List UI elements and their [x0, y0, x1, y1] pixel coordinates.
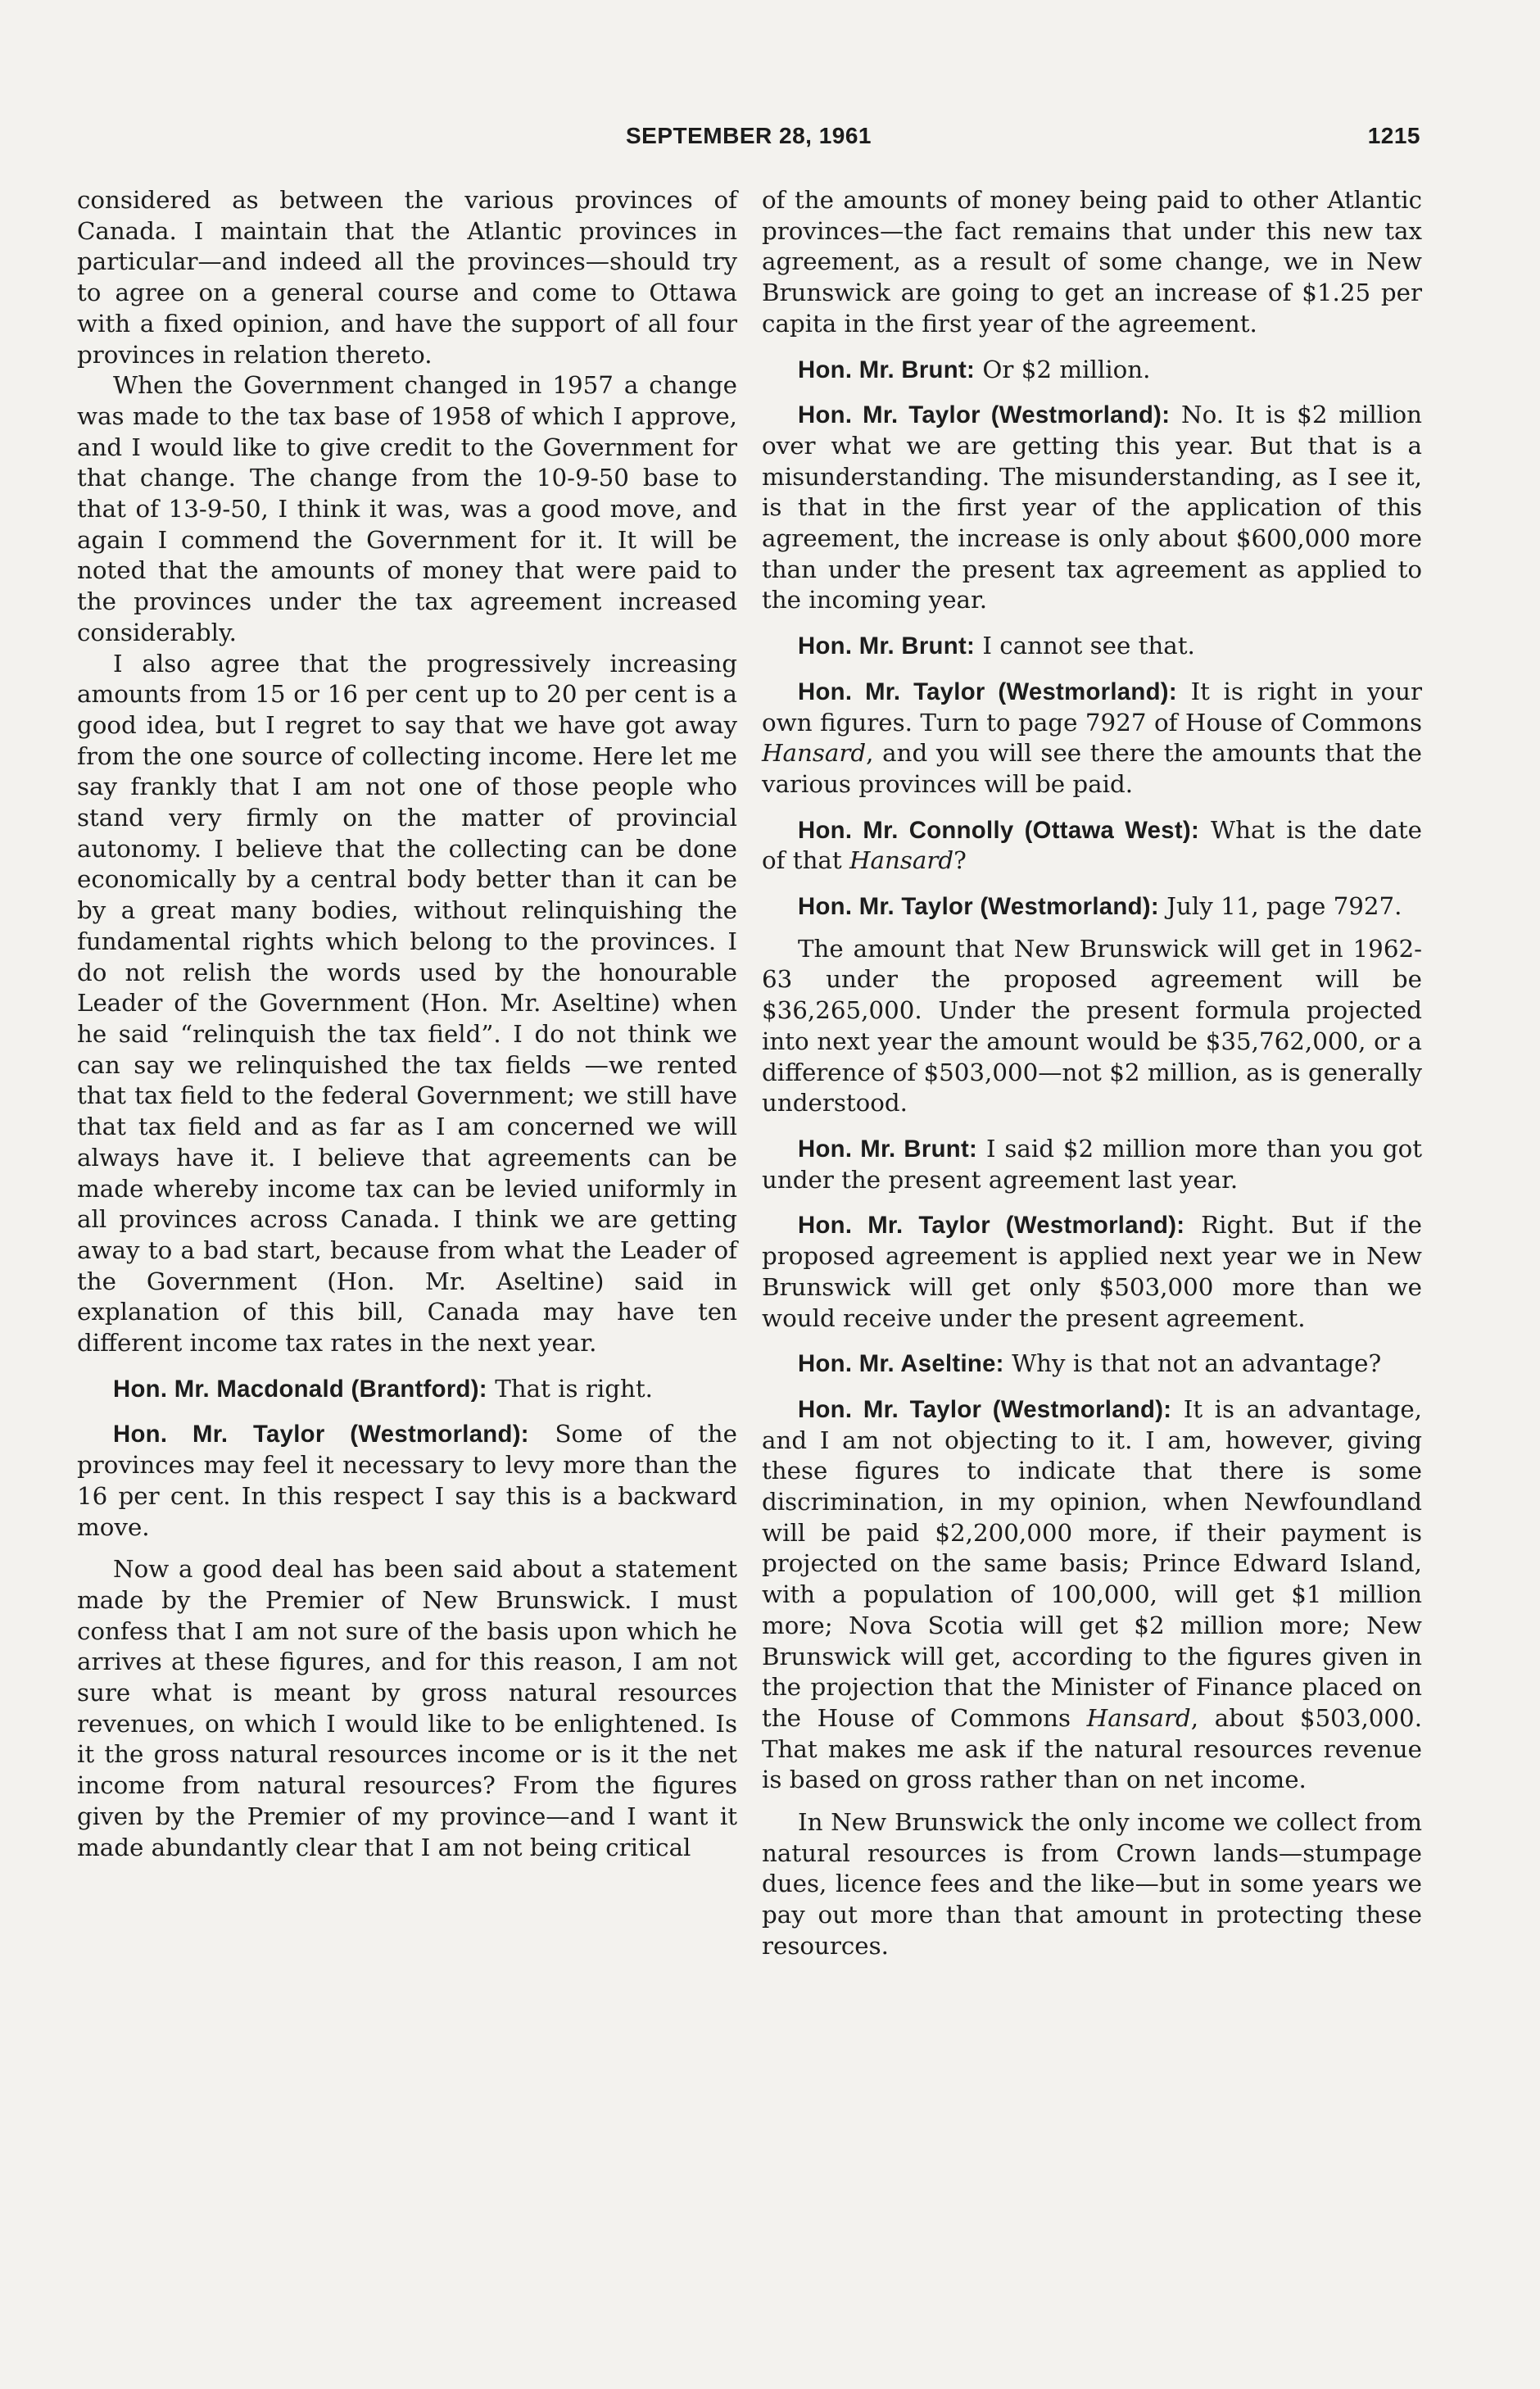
speech: [77, 1374, 737, 1405]
speaker-name: Hon. Mr. Taylor (Westmorland):: [798, 678, 1177, 705]
paragraph-text: The amount that New Brunswick will get in 1962-63 under the proposed agreement will be $36,265,000. Under the present formula projected into next year the amount would be $35,762,000, or a difference of $503,000—not $2 million, as is generally understood.: [762, 934, 1422, 1117]
speech-text: Or $2 million.: [982, 355, 1151, 383]
speech: [762, 815, 1422, 877]
running-head: [77, 123, 1420, 159]
speech: [762, 400, 1422, 616]
speech-text: July 11, page 7927.: [1166, 892, 1402, 921]
speech: [762, 1349, 1422, 1380]
paragraph: [762, 934, 1422, 1119]
paragraph-text: Now a good deal has been said about a statement made by the Premier of New Brunswick. I must confess that I am not sure of the basis upon which he arrives at these figures, and for this reason, I am not sure what is meant by gross natural resources revenues, on which I would like to be enlightened. Is it the gross natural resources income or is it the net income from natural resources? From the figures given by the Premier of my province—and I want it made abundantly clear that I am not being critical: [77, 1555, 737, 1861]
speech: [762, 1394, 1422, 1796]
speech-text: That is right.: [495, 1374, 653, 1403]
paragraph-text: When the Government changed in 1957 a change was made to the tax base of 1958 of which I approve, and I would like to give credit to the Government for that change. The change from the 10-9-50 base to that of 13-9-50, I think it was, was a good move, and again I commend the Government for it. It will be noted that the amounts of money that were paid to the provinces under the tax agreement increased considerably.: [77, 371, 737, 646]
paragraph: [77, 370, 737, 648]
paragraph: [77, 649, 737, 1359]
speech: [762, 677, 1422, 800]
speaker-name: Hon. Mr. Brunt:: [798, 632, 976, 660]
speech: [77, 1419, 737, 1543]
speech: [762, 1134, 1422, 1195]
speaker-name: Hon. Mr. Taylor (Westmorland):: [798, 401, 1171, 429]
speech-text: It is right in your own figures. Turn to page 7927 of House of Commons Hansard, and you will see there the amounts that the various provinces will be paid.: [762, 677, 1422, 798]
left-column: [77, 185, 737, 1863]
speech-text: Right. But if the proposed agreement is applied next year we in New Brunswick will get only $503,000 more than we would receive under the present agreement.: [762, 1211, 1422, 1332]
paragraph-continuation: [762, 185, 1422, 340]
speech-text: I cannot see that.: [982, 632, 1195, 660]
paragraph-text: considered as between the various provinces of Canada. I maintain that the Atlantic provinces in particular—and indeed all the provinces—should try to agree on a general course and come to Ottawa with a fixed opinion, and have the support of all four provinces in relation thereto.: [77, 186, 737, 369]
speech-text: No. It is $2 million over what we are getting this year. But that is a misunderstanding. The misunderstanding, as I see it, is that in the first year of the application of this agreement, the increase is only about $600,000 more than under the present tax agreement as applied to the incoming year.: [762, 401, 1422, 614]
speaker-name: Hon. Mr. Brunt:: [798, 1135, 978, 1163]
speaker-name: Hon. Mr. Taylor (Westmorland):: [798, 1212, 1185, 1240]
speech-text: Why is that not an advantage?: [1012, 1349, 1382, 1378]
speech: [762, 1210, 1422, 1334]
speech-text: What is the date of that Hansard?: [762, 815, 1422, 875]
speech: [762, 631, 1422, 662]
speaker-name: Hon. Mr. Taylor (Westmorland):: [113, 1421, 529, 1448]
speaker-name: Hon. Mr. Aseltine:: [798, 1350, 1004, 1378]
speaker-name: Hon. Mr. Brunt:: [798, 356, 976, 383]
paragraph-text: of the amounts of money being paid to other Atlantic provinces—the fact remains that under this new tax agreement, as a result of some change, we in New Brunswick are going to get an increase of $1.25 per capita in the first year of the agreement.: [762, 186, 1422, 338]
speaker-name: Hon. Mr. Taylor (Westmorland):: [798, 1395, 1172, 1423]
paragraph-continuation: [77, 185, 737, 370]
speaker-name: Hon. Mr. Taylor (Westmorland):: [798, 893, 1159, 921]
paragraph: [762, 1807, 1422, 1962]
speech-text: I said $2 million more than you got under the present agreement last year.: [762, 1134, 1422, 1194]
paragraph-text: In New Brunswick the only income we collect from natural resources is from Crown lands—stumpage dues, licence fees and the like—but in some years we pay out more than that amount in protecting these resources.: [762, 1808, 1422, 1960]
paragraph: [77, 1554, 737, 1863]
page-number: 1215: [1367, 123, 1420, 148]
speech: [762, 891, 1422, 923]
speech: [762, 355, 1422, 386]
speech-text: It is an advantage, and I am not objecting to it. I am, however, giving these figures to indicate that there is some discrimination, in my opinion, when Newfoundland will be paid $2,200,000 more, if their payment is projected on the same basis; Prince Edward Island, with a population of 100,000, will get $1 million more; Nova Scotia will get $2 million more; New Brunswick will get, according to the figures given in the projection that the Minister of Finance placed on the House of Commons Hansard, about $503,000. That makes me ask if the natural resources revenue is based on gross rather than on net income.: [762, 1394, 1423, 1794]
paragraph-text: I also agree that the progressively increasing amounts from 15 or 16 per cent up to 20 per cent is a good idea, but I regret to say that we have got away from the one source of collecting income. Here let me say frankly that I am not one of those people who stand very firmly on the matter of provincial autonomy. I believe that the collecting can be done economically by a central body better than it can be by a great many bodies, without relinquishing the fundamental rights which belong to the provinces. I do not relish the words used by the honourable Leader of the Government (Hon. Mr. Aseltine) when he said “relinquish the tax field”. I do not think we can say we relinquished the tax fields —we rented that tax field to the federal Government; we still have that tax field and as far as I am concerned we will always have it. I believe that agreements can be made whereby income tax can be levied uniformly in all provinces across Canada. I think we are getting away to a bad start, because from what the Leader of the Government (Hon. Mr. Aseltine) said in explanation of this bill, Canada may have ten different income tax rates in the next year.: [77, 649, 737, 1358]
speech-text: Some of the provinces may feel it necessary to levy more than the 16 per cent. In this respect I say this is a backward move.: [77, 1420, 737, 1541]
page-date: SEPTEMBER 28, 1961: [625, 123, 872, 148]
speaker-name: Hon. Mr. Macdonald (Brantford):: [113, 1375, 487, 1403]
right-column: [762, 185, 1422, 1962]
speaker-name: Hon. Mr. Connolly (Ottawa West):: [798, 816, 1200, 844]
